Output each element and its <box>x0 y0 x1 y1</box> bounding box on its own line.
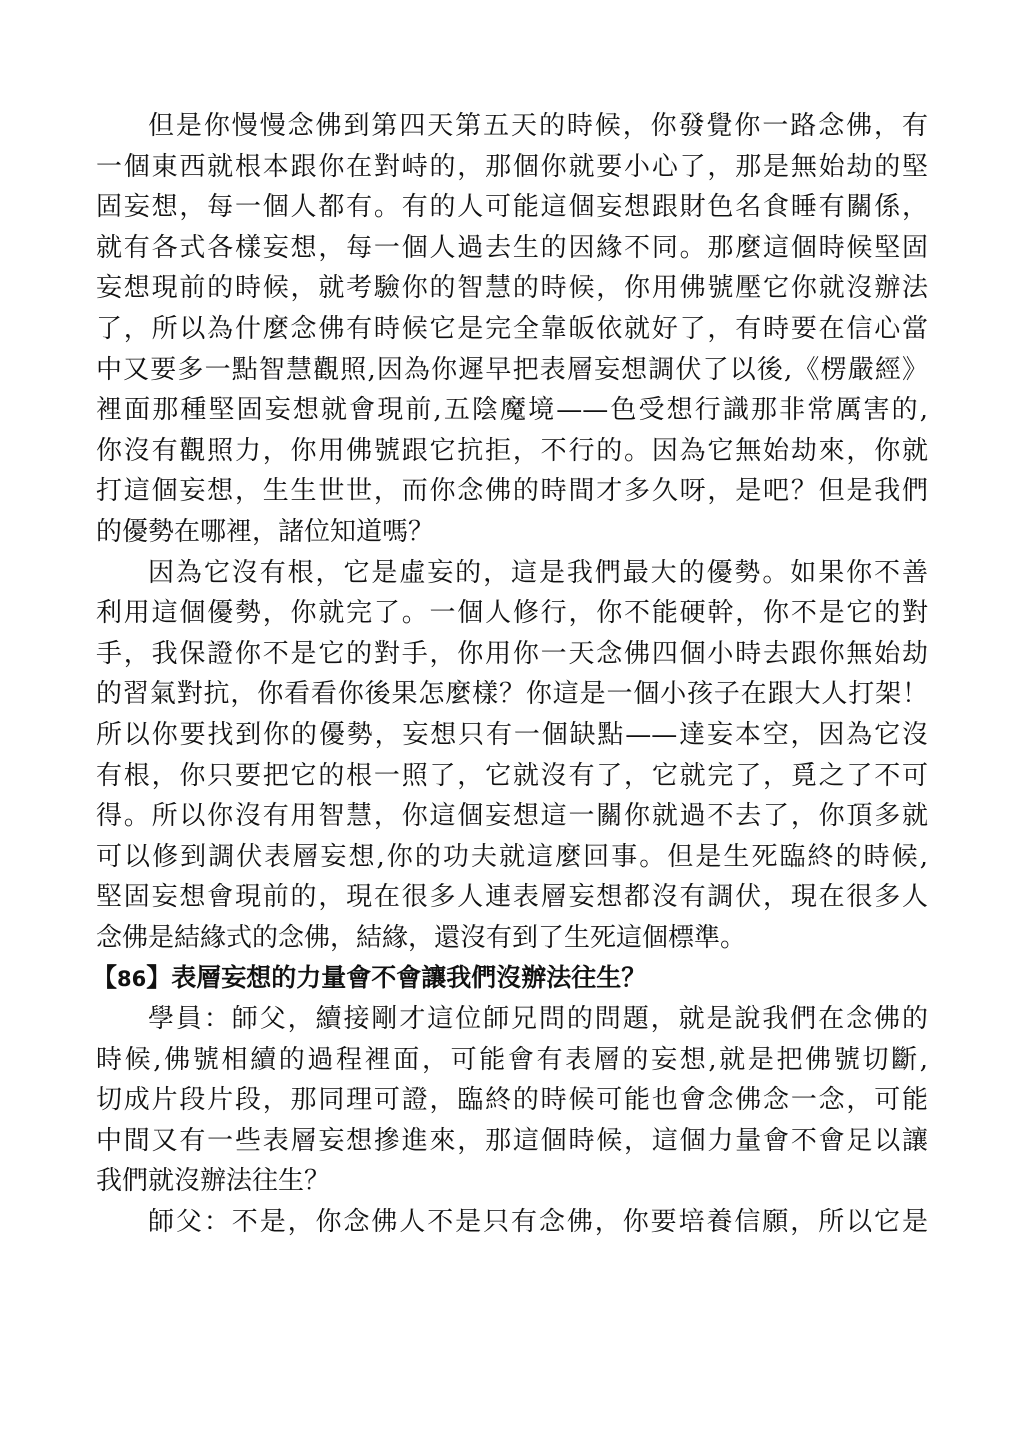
text-line: 利用這個優勢，你就完了。一個人修行，你不能硬幹，你不是它的對 <box>96 598 928 629</box>
text-line: 但是你慢慢念佛到第四天第五天的時候，你發覺你一路念佛，有 <box>148 111 928 141</box>
text-line: 所以你要找到你的優勢，妄想只有一個缺點——達妄本空，因為它沒 <box>96 719 928 750</box>
paragraph-4 <box>96 1202 928 1243</box>
text-line: 我們就沒辦法往生？ <box>96 1166 331 1197</box>
text-line: 得。所以你沒有用智慧，你這個妄想這一關你就過不去了，你頂多就 <box>96 801 928 832</box>
text-line: 中又要多一點智慧觀照,因為你遲早把表層妄想調伏了以後,《楞嚴經》 <box>96 354 928 385</box>
text-line: 妄想現前的時候，就考驗你的智慧的時候，你用佛號壓它你就沒辦法 <box>96 273 928 304</box>
heading-open-bracket: 【 <box>92 963 118 993</box>
text-line: 手，我保證你不是它的對手，你用你一天念佛四個小時去跟你無始劫 <box>96 638 928 669</box>
text-line: 念佛是結緣式的念佛，結緣，還沒有到了生死這個標準。 <box>96 922 747 953</box>
document-page <box>92 106 928 1243</box>
text-line: 一個東西就根本跟你在對峙的，那個你就要小心了，那是無始劫的堅 <box>96 151 928 182</box>
text-line: 有根，你只要把它的根一照了，它就沒有了，它就完了，覓之了不可 <box>96 760 928 791</box>
text-line: 固妄想，每一個人都有。有的人可能這個妄想跟財色名食睡有關係， <box>96 192 928 223</box>
text-line: 打這個妄想，生生世世，而你念佛的時間才多久呀，是吧？但是我們 <box>96 476 928 507</box>
text-line: 中間又有一些表層妄想摻進來，那這個時候，這個力量會不會足以讓 <box>96 1125 928 1156</box>
text-line: 裡面那種堅固妄想就會現前,五陰魔境——色受想行識那非常厲害的, <box>96 395 928 426</box>
text-line: 學員：師父，續接剛才這位師兄問的問題，就是說我們在念佛的 <box>148 1004 928 1035</box>
text-line: 的習氣對抗，你看看你後果怎麼樣？你這是一個小孩子在跟大人打架！ <box>96 679 928 710</box>
paragraph-2 <box>96 553 928 959</box>
text-line: 堅固妄想會現前的，現在很多人連表層妄想都沒有調伏，現在很多人 <box>96 882 928 913</box>
text-line: 就有各式各樣妄想，每一個人過去生的因緣不同。那麼這個時候堅固 <box>96 232 928 263</box>
text-line: 因為它沒有根，它是虛妄的，這是我們最大的優勢。如果你不善 <box>148 557 928 588</box>
heading-text: 表層妄想的力量會不會讓我們沒辦法往生？ <box>171 963 647 993</box>
text-line: 師父：不是，你念佛人不是只有念佛，你要培養信願，所以它是 <box>148 1207 928 1238</box>
text-line: 切成片段片段，那同理可證，臨終的時候可能也會念佛念一念，可能 <box>96 1085 928 1116</box>
paragraph-1 <box>96 106 928 553</box>
text-line: 的優勢在哪裡，諸位知道嗎？ <box>96 516 435 547</box>
text-line: 了，所以為什麼念佛有時候它是完全靠皈依就好了，有時要在信心當 <box>96 313 928 344</box>
heading-close-bracket: 】 <box>146 963 172 993</box>
text-line: 時候,佛號相續的過程裡面，可能會有表層的妄想,就是把佛號切斷, <box>96 1044 928 1075</box>
text-line: 你沒有觀照力，你用佛號跟它抗拒，不行的。因為它無始劫來，你就 <box>96 435 928 466</box>
paragraph-3 <box>96 999 928 1202</box>
text-line: 可以修到調伏表層妄想,你的功夫就這麼回事。但是生死臨終的時候, <box>96 841 928 872</box>
section-heading <box>92 958 928 999</box>
heading-number: 86 <box>117 967 147 992</box>
